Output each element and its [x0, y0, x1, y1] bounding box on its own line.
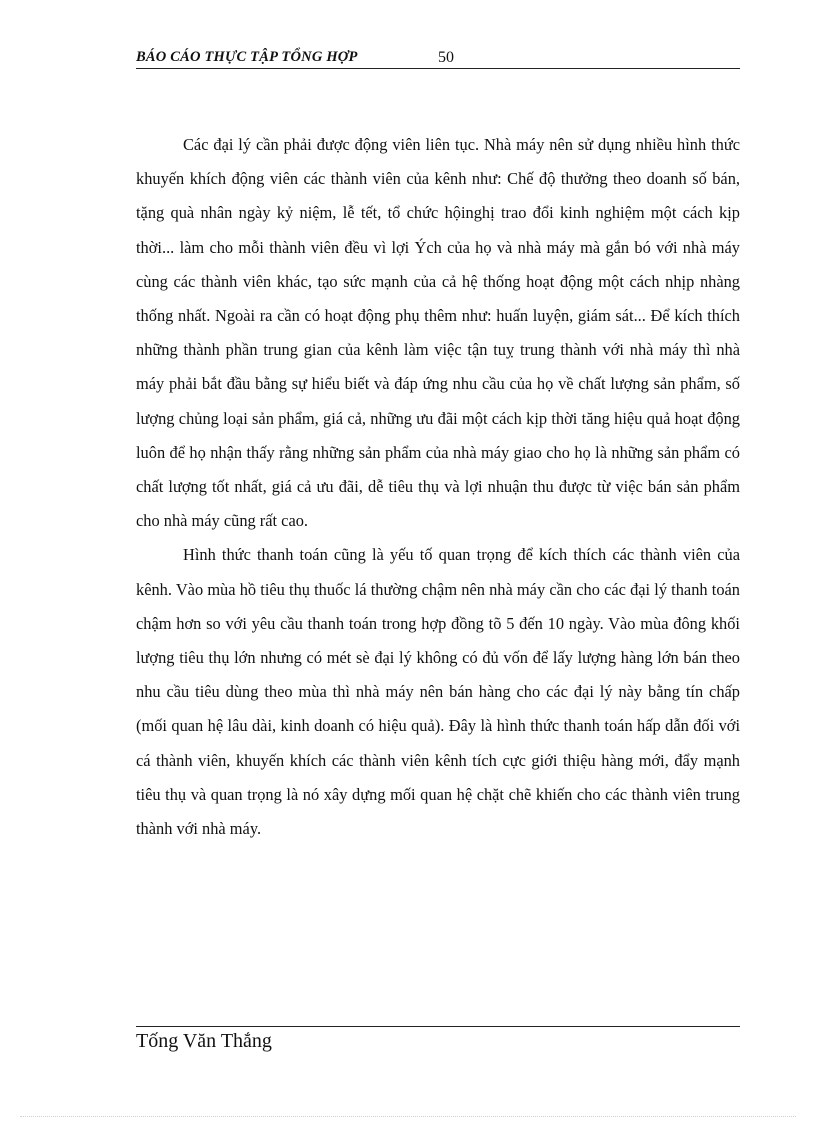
page-bottom-border	[20, 1116, 796, 1117]
page-header	[136, 46, 740, 69]
footer-divider	[136, 1026, 740, 1027]
author-name: Tống Văn Thắng	[136, 1030, 272, 1052]
paragraph-payment-methods: Hình thức thanh toán cũng là yếu tố quan trọng để kích thích các thành viên của kênh. Vào mùa hồ tiêu thụ thuốc lá thường chậm nên nhà máy cần cho các đại lý thanh toán chậm hơn so với yêu cầu thanh toán trong hợp đồng tõ 5 đến 10 ngày. Vào mùa đông khối lượng tiêu thụ lớn nhưng có mét sè đại lý không có đủ vốn để lấy lượng hàng lớn bán theo nhu cầu tiêu dùng theo mùa thì nhà máy nên bán hàng cho các đại lý này bằng tín chấp (mối quan hệ lâu dài, kinh doanh có hiệu quả). Đây là hình thức thanh toán hấp dẫn đối với cá thành viên, khuyến khích các thành viên kênh tích cực giới thiệu hàng mới, đẩy mạnh tiêu thụ và quan trọng là nó xây dựng mối quan hệ chặt chẽ khiến cho các thành viên trung thành với nhà máy.	[136, 545, 740, 839]
paragraph-dealer-motivation: Các đại lý cần phải được động viên liên tục. Nhà máy nên sử dụng nhiều hình thức khuyến khích động viên các thành viên của kênh như: Chế độ thưởng theo doanh số bán, tặng quà nhân ngày kỷ niệm, lễ tết, tổ chức hộinghị trao đổi kinh nghiệm một cách kịp thời... làm cho mỗi thành viên đều vì lợi Ých của họ và nhà máy mà gắn bó với nhà máy cùng các thành viên khác, tạo sức mạnh của cả hệ thống hoạt động một cách nhịp nhàng thống nhất. Ngoài ra cần có hoạt động phụ thêm như: huấn luyện, giám sát... Để kích thích những thành phần trung gian của kênh làm việc tận tuỵ trung thành với nhà máy thì nhà máy phải bắt đầu bằng sự hiểu biết và đáp ứng nhu cầu của họ về chất lượng sản phẩm, số lượng chủng loại sản phẩm, giá cả, những ưu đãi một cách kịp thời tăng hiệu quả hoạt động luôn để họ nhận thấy rằng những sản phẩm của nhà máy giao cho họ là những sản phẩm có chất lượng tốt nhất, giá cả ưu đãi, dễ tiêu thụ và lợi nhuận thu được từ việc bán sản phẩm cho nhà máy cũng rất cao.	[136, 135, 740, 531]
report-title: BÁO CÁO THỰC TẬP TỔNG HỢP	[136, 49, 358, 65]
body-text	[136, 128, 740, 846]
page-number: 50	[438, 49, 454, 66]
